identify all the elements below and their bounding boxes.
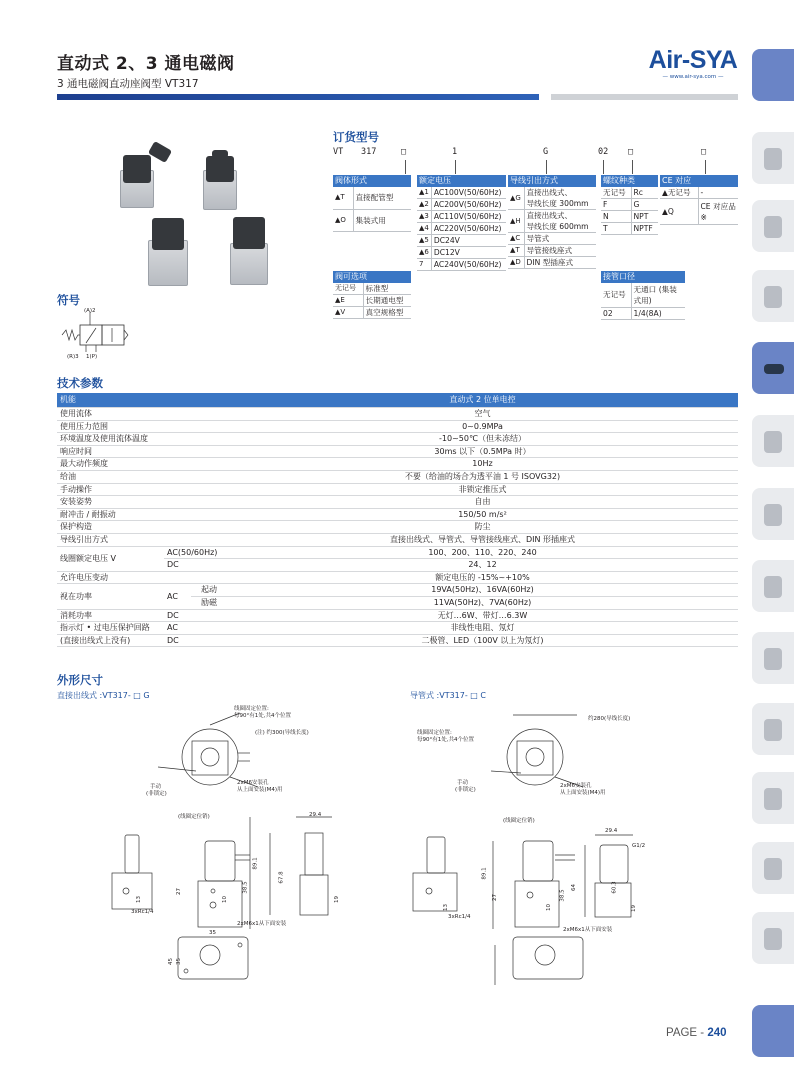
- options-title: 阀可选项: [333, 271, 411, 283]
- dim-value: 10: [546, 904, 552, 911]
- side-tab-actuator-icon[interactable]: [752, 488, 794, 540]
- spec-label: 使用压力范围: [57, 420, 227, 433]
- page-value: 240: [707, 1027, 727, 1039]
- table-row: [601, 223, 658, 235]
- spec-value: 额定电压的 -15%~+10%: [227, 571, 738, 584]
- dim-value: 19: [334, 896, 340, 903]
- desc-cell: [524, 210, 596, 233]
- table-row: [508, 245, 596, 257]
- side-tab-slide-icon[interactable]: [752, 703, 794, 755]
- side-tab-gripper-icon[interactable]: [752, 560, 794, 612]
- spec-table: [57, 393, 738, 647]
- dim-value: 45: [168, 958, 174, 965]
- dim-value: 29.4: [309, 812, 322, 818]
- table-row: [601, 211, 658, 223]
- body-type-title: 阀体形式: [333, 175, 411, 187]
- side-tab-lubricator-icon[interactable]: [752, 200, 794, 252]
- code-cell: ▲V: [333, 307, 363, 319]
- side-tab-cylinder-icon[interactable]: [752, 415, 794, 467]
- table-row: [601, 187, 658, 199]
- spec-heading: 技术参数: [57, 376, 103, 390]
- spec-value: 非线性电阻、氖灯: [227, 622, 738, 635]
- table-row: [508, 233, 596, 245]
- table-row: [660, 187, 738, 199]
- note-left: 线圈固定位置:: [234, 706, 269, 712]
- code-cell: T: [601, 223, 631, 235]
- dim-value: 19: [631, 905, 637, 912]
- dim-value: 27: [176, 888, 182, 895]
- right-dimension-drawing: [405, 705, 665, 990]
- spec-label: 使用流体: [57, 408, 227, 421]
- table-row: [57, 470, 738, 483]
- desc-cell: 长期通电型: [363, 295, 411, 307]
- code-cell: ▲T: [508, 245, 524, 257]
- spec-head-value: 直动式 2 位单电控: [227, 393, 738, 408]
- table-row: [57, 508, 738, 521]
- table-row: [57, 546, 738, 559]
- wiring-desc-line: 直接出线式、: [526, 211, 573, 221]
- table-row: [57, 496, 738, 509]
- table-row: [57, 521, 738, 534]
- note-right: 线圈固定位置:: [417, 730, 452, 736]
- dim-value: 29.4: [605, 828, 618, 834]
- desc-cell: [524, 187, 596, 210]
- code-part-ce: □: [701, 147, 707, 157]
- desc-cell: AC200V(50/60Hz): [431, 199, 506, 211]
- desc-cell: 导管接线座式: [524, 245, 596, 257]
- code-cell: ▲Q: [660, 199, 698, 225]
- side-tab-filter-icon[interactable]: [752, 132, 794, 184]
- dim-value: 27: [492, 894, 498, 901]
- spec-sublabel: AC: [164, 584, 191, 609]
- dim-value: 89.1: [252, 857, 259, 870]
- spec-label: 视在功率: [57, 584, 164, 609]
- note-right: (线圈定位销): [503, 818, 535, 824]
- dim-value: 60.3: [611, 881, 618, 894]
- dim-value: 13: [443, 904, 449, 911]
- symbol-label-r: (R)3: [67, 354, 79, 360]
- port-box: [601, 271, 685, 320]
- table-row: [417, 187, 506, 199]
- table-row: [417, 223, 506, 235]
- table-row: [57, 445, 738, 458]
- note-left: 2xM6安装孔: [237, 780, 269, 786]
- options-box: [333, 271, 411, 319]
- spec-value: 空气: [227, 408, 738, 421]
- spec-label: 保护构造: [57, 521, 227, 534]
- table-row: [57, 433, 738, 446]
- table-row: [333, 283, 411, 295]
- note-right: 从上面安装(M4)用: [560, 790, 606, 796]
- note-right: (非锁定): [455, 787, 476, 793]
- symbol-label-a: (A)2: [84, 308, 96, 314]
- dims-right-title: 导管式 :VT317- □ C: [410, 691, 486, 700]
- spec-sublabel: DC: [164, 609, 227, 622]
- spec-sublabel: AC: [164, 622, 227, 635]
- spec-value: 11VA(50Hz)、7VA(60Hz): [227, 596, 738, 609]
- desc-cell: DIN 型插座式: [524, 257, 596, 269]
- code-cell: 无记号: [601, 187, 631, 199]
- thread-title: 螺纹种类: [601, 175, 658, 187]
- port-title: 接管口径: [601, 271, 685, 283]
- spec-value: 自由: [227, 496, 738, 509]
- table-row: [508, 257, 596, 269]
- spec-value: 不要（给油的场合为透平油 1 号 ISOVG32): [227, 470, 738, 483]
- wiring-title: 导线引出方式: [508, 175, 596, 187]
- code-cell: ▲4: [417, 223, 431, 235]
- table-row: [601, 199, 658, 211]
- header: [57, 49, 235, 91]
- code-part-voltage: 1: [452, 147, 458, 157]
- page-subtitle: 3 通电磁阀直动座阀型 VT317: [57, 78, 199, 90]
- table-row: [57, 420, 738, 433]
- spec-value: 无灯…6W、带灯…6.3W: [227, 609, 738, 622]
- spec-sublabel: 励磁: [191, 596, 227, 609]
- table-row: [417, 211, 506, 223]
- thread-box: [601, 175, 658, 235]
- note-left: 2xM6x1从下面安装: [237, 921, 287, 927]
- spec-label: 线圈额定电压 V: [57, 546, 164, 571]
- spec-value: 10Hz: [227, 458, 738, 471]
- note-right: 2xM6安装孔: [560, 783, 592, 789]
- note-right: 3xRc1/4: [448, 914, 471, 920]
- voltage-box: [417, 175, 506, 271]
- spec-sublabel: DC: [164, 559, 227, 572]
- code-cell: 7: [417, 259, 431, 271]
- code-cell: 无记号: [601, 283, 631, 307]
- side-tab-valve-icon[interactable]: [752, 342, 794, 394]
- desc-cell: 直接配管型: [353, 187, 411, 209]
- dims-left-title: 直接出线式 :VT317- □ G: [57, 691, 150, 700]
- code-part-thread: □: [628, 147, 634, 157]
- table-row: [508, 210, 596, 233]
- spec-sublabel: 起动: [191, 584, 227, 597]
- desc-cell: DC24V: [431, 235, 506, 247]
- desc-cell: 集装式用: [353, 209, 411, 231]
- code-cell: ▲E: [333, 295, 363, 307]
- voltage-title: 额定电压: [417, 175, 506, 187]
- desc-cell: NPT: [631, 211, 658, 223]
- table-row: [508, 187, 596, 210]
- table-row: [57, 634, 738, 647]
- code-cell: ▲5: [417, 235, 431, 247]
- table-row: [417, 199, 506, 211]
- spec-label: 环境温度及使用流体温度: [57, 433, 227, 446]
- code-cell: ▲2: [417, 199, 431, 211]
- brand-url: — www.air-sya.com —: [662, 74, 724, 80]
- spec-value: 24、12: [227, 559, 738, 572]
- table-row: [57, 483, 738, 496]
- side-tab-vacuum-icon[interactable]: [752, 632, 794, 684]
- desc-cell: NPTF: [631, 223, 658, 235]
- left-dimension-drawing: [100, 705, 360, 990]
- dims-heading: 外形尺寸: [57, 673, 103, 687]
- note-right: 手动: [457, 780, 469, 786]
- note-right: 每90°有1处,共4个位置: [417, 737, 474, 743]
- spec-label: 最大动作频度: [57, 458, 227, 471]
- dim-value: 89.1: [481, 867, 488, 880]
- spec-label: 给油: [57, 470, 227, 483]
- side-tab-accessory-icon[interactable]: [752, 912, 794, 964]
- code-part-body: □: [401, 147, 407, 157]
- note-left: (线圈定位销): [178, 814, 210, 820]
- code-cell: ▲3: [417, 211, 431, 223]
- table-row: [660, 199, 738, 225]
- table-header-row: [57, 393, 738, 408]
- wiring-desc-line: 直接出线式、: [526, 188, 573, 198]
- table-row: [601, 283, 685, 307]
- table-row: [333, 295, 411, 307]
- dim-value: 64: [571, 884, 577, 891]
- desc-cell: DC12V: [431, 247, 506, 259]
- wiring-desc-line: 导线长度 300mm: [526, 199, 589, 209]
- brand-name: Air-SYA: [648, 46, 738, 74]
- table-row: [57, 622, 738, 635]
- code-part-series: VT: [333, 147, 344, 157]
- ce-box: [660, 175, 738, 225]
- spec-value: -10~50℃（但未冻结）: [227, 433, 738, 446]
- note-left: 从上面安装(M4)用: [237, 787, 283, 793]
- table-row: [333, 187, 411, 209]
- table-row: [57, 609, 738, 622]
- desc-cell: AC110V(50/60Hz): [431, 211, 506, 223]
- desc-cell: 标准型: [363, 283, 411, 295]
- desc-cell: AC100V(50/60Hz): [431, 187, 506, 199]
- desc-cell: AC220V(50/60Hz): [431, 223, 506, 235]
- table-row: [57, 571, 738, 584]
- ce-title: CE 对应: [660, 175, 738, 187]
- dim-value: 10: [222, 896, 228, 903]
- order-heading: 订货型号: [333, 130, 379, 144]
- spec-label: 导线引出方式: [57, 533, 227, 546]
- note-left: (注) 约300(导线长度): [255, 730, 309, 736]
- spec-value: 0~0.9MPa: [227, 420, 738, 433]
- spec-value: 非锁定推压式: [227, 483, 738, 496]
- desc-cell: 1/4(8A): [631, 307, 685, 319]
- table-row: [417, 247, 506, 259]
- spec-label: 响应时间: [57, 445, 227, 458]
- table-row: [601, 307, 685, 319]
- note-right: G1/2: [632, 843, 646, 849]
- note-right: 约280(导线长度): [588, 716, 631, 722]
- desc-cell: 无通口 (集装式用): [631, 283, 685, 307]
- spec-value: 19VA(50Hz)、16VA(60Hz): [227, 584, 738, 597]
- spec-label: (直接出线式上没有): [57, 634, 164, 647]
- table-row: [333, 209, 411, 231]
- code-cell: ▲C: [508, 233, 524, 245]
- side-tab-silencer-icon[interactable]: [752, 842, 794, 894]
- desc-cell: Rc: [631, 187, 658, 199]
- spec-label: 指示灯 • 过电压保护回路: [57, 622, 164, 635]
- spec-label: 允许电压变动: [57, 571, 227, 584]
- side-tab-regulator-icon[interactable]: [752, 270, 794, 322]
- spec-value: 二极管、LED（100V 以上为氖灯): [227, 634, 738, 647]
- body-type-box: [333, 175, 411, 232]
- desc-cell: -: [698, 187, 738, 199]
- code-cell: ▲T: [333, 187, 353, 209]
- side-tab-top[interactable]: [752, 49, 794, 101]
- spec-label: 安装姿势: [57, 496, 227, 509]
- desc-cell: 导管式: [524, 233, 596, 245]
- page-prefix: PAGE -: [666, 1027, 708, 1039]
- spec-value: 150/50 m/s²: [227, 508, 738, 521]
- desc-cell: 真空规格型: [363, 307, 411, 319]
- desc-cell: CE 对应品 ※: [698, 199, 738, 225]
- note-left: (非锁定): [146, 791, 167, 797]
- symbol-heading: 符号: [57, 293, 80, 307]
- spec-sublabel: DC: [164, 634, 227, 647]
- desc-cell: AC240V(50/60Hz): [431, 259, 506, 271]
- side-tab-fitting-icon[interactable]: [752, 772, 794, 824]
- note-left: 每90°有1处,共4个位置: [234, 713, 291, 719]
- code-cell: ▲O: [333, 209, 353, 231]
- dim-value: 38.5: [559, 889, 566, 902]
- note-left: 3xRc1/4: [131, 909, 154, 915]
- desc-cell: G: [631, 199, 658, 211]
- brand-logo: [647, 46, 739, 80]
- spec-head-label: 机能: [57, 393, 227, 408]
- dim-value: 35: [176, 958, 182, 965]
- table-row: [57, 458, 738, 471]
- page-number: [666, 1027, 727, 1039]
- code-cell: ▲1: [417, 187, 431, 199]
- code-cell: ▲H: [508, 210, 524, 233]
- side-tab-bottom[interactable]: [752, 1005, 794, 1057]
- code-cell: 无记号: [333, 283, 363, 295]
- header-bar-gray: [551, 94, 738, 100]
- spec-value: 防尘: [227, 521, 738, 534]
- wiring-box: [508, 175, 596, 269]
- code-cell: F: [601, 199, 631, 211]
- code-cell: ▲D: [508, 257, 524, 269]
- header-bar: [57, 94, 539, 100]
- spec-sublabel: AC(50/60Hz): [164, 546, 227, 559]
- spec-value: 直接出线式、导管式、导管接线座式、DIN 形插座式: [227, 533, 738, 546]
- dim-value: 13: [136, 896, 142, 903]
- page-title: 直动式 2、3 通电磁阀: [57, 54, 235, 74]
- code-part-model: 317: [361, 147, 377, 157]
- note-left: 手动: [150, 784, 162, 790]
- code-cell: ▲G: [508, 187, 524, 210]
- code-cell: N: [601, 211, 631, 223]
- table-row: [57, 533, 738, 546]
- table-row: [417, 235, 506, 247]
- spec-label: 耐冲击 / 耐振动: [57, 508, 227, 521]
- code-cell: ▲无记号: [660, 187, 698, 199]
- dim-value: 67.8: [278, 871, 285, 884]
- code-cell: ▲6: [417, 247, 431, 259]
- code-part-port: 02: [598, 147, 609, 157]
- code-cell: 02: [601, 307, 631, 319]
- table-row: [57, 584, 738, 597]
- spec-label: 手动操作: [57, 483, 227, 496]
- table-row: [57, 408, 738, 421]
- code-part-wiring: G: [543, 147, 549, 157]
- spec-value: 30ms 以下（0.5MPa 时）: [227, 445, 738, 458]
- symbol-label-p: 1(P): [86, 354, 98, 360]
- table-row: [417, 259, 506, 271]
- wiring-desc-line: 导线长度 600mm: [526, 222, 589, 232]
- note-right: 2xM6x1从下面安装: [563, 927, 613, 933]
- dim-value: 35: [209, 930, 216, 936]
- table-row: [333, 307, 411, 319]
- dim-value: 38.5: [242, 881, 249, 894]
- spec-value: 100、200、110、220、240: [227, 546, 738, 559]
- spec-label: 消耗功率: [57, 609, 164, 622]
